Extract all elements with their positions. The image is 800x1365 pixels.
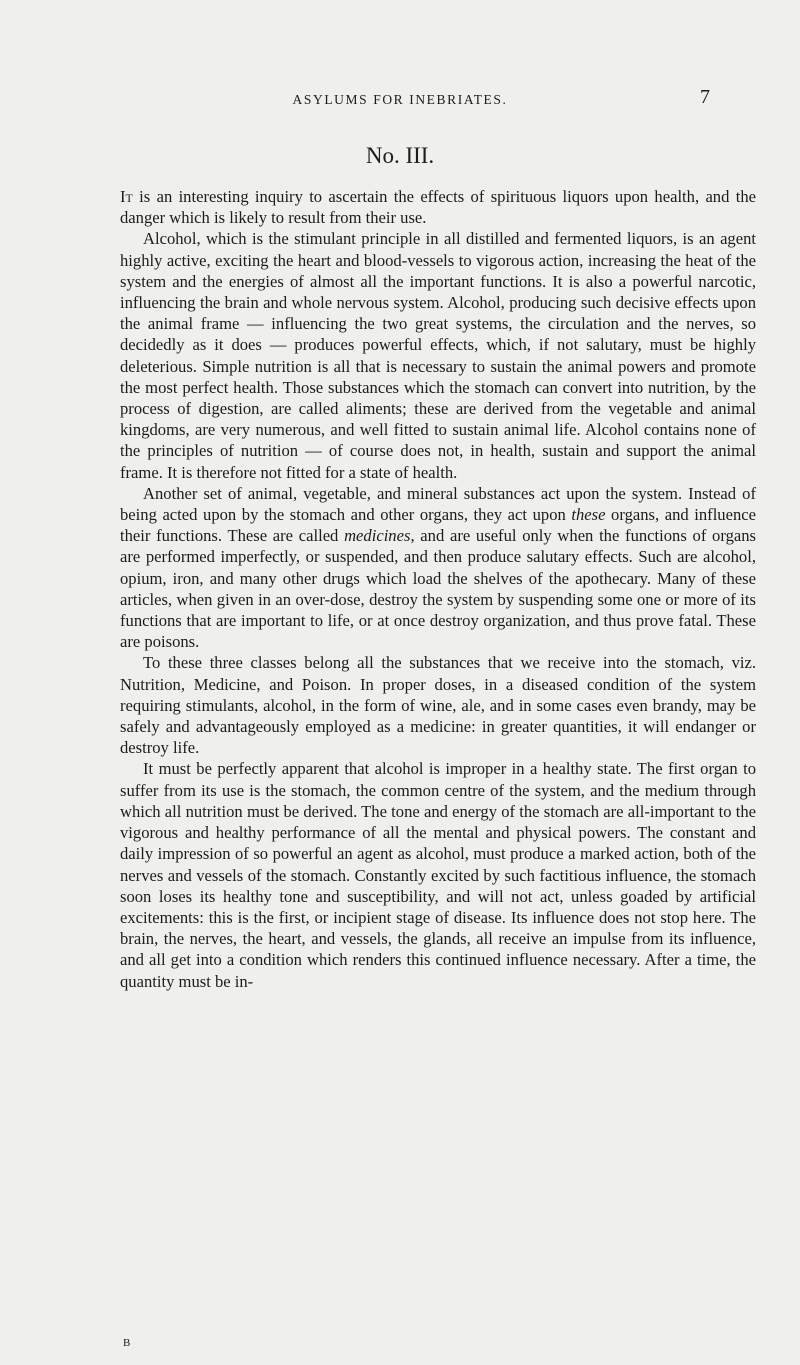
paragraph-1 (120, 186, 756, 228)
paragraph-5: It must be perfectly apparent that alcohol is improper in a healthy state. The first organ to suffer from its use is the stomach, the common centre of the system, and the medium through which all nutrition must be derived. The tone and energy of the stomach are all-important to the vigorous and healthy performance of all the mental and physical powers. The constant and daily impression of so powerful an agent as alcohol, must produce a marked action, both of the nerves and vessels of the stomach. Constantly excited by such factitious influence, the stomach soon loses its healthy tone and susceptibility, and will not act, unless goaded by artificial excitements: this is the first, or incipient stage of disease. Its influence does not stop here. The brain, the nerves, the heart, and vessels, the glands, all receive an impulse from its influence, and all get into a condition which renders this continued influence necessary. After a time, the quantity must be in- (120, 759, 756, 991)
paragraph-3-part-3: , and are useful only when the functions of organs are performed imperfectly, or suspended, and then produce salutary effects. Such are alcohol, opium, iron, and many other drugs which load the shelves of the apothecary. Many of these articles, when given in an over-dose, destroy the system by suspending some one or more of its functions that are important to life, or at once destroy organization, and thus prove fatal. These are poisons. (120, 526, 756, 652)
paragraph-4: To these three classes belong all the substances that we receive into the stomach, viz. Nutrition, Medicine, and Poison. In proper doses, in a diseased condition of the system requiring stimulants, alcohol, in the form of wine, ale, and in some cases even brandy, may be safely and advantageously employed as a medicine: in greater quantities, it will endanger or destroy life. (120, 653, 756, 758)
running-head: ASYLUMS FOR INEBRIATES. (292, 92, 508, 107)
paragraph-1-text: is an interesting inquiry to ascertain the effects of spirituous liquors upon health, and the danger which is likely to result from their use. (120, 187, 756, 228)
signature-mark: B (123, 1337, 131, 1349)
paragraph-3-part-2: organs, and influence their functions. These are called (120, 505, 756, 546)
emphasis-medicines: medicines (344, 526, 411, 546)
section-title: No. III. (365, 143, 435, 168)
paragraph-3 (120, 483, 756, 653)
page-number: 7 (700, 86, 710, 108)
emphasis-these: these (571, 505, 606, 525)
paragraph-2: Alcohol, which is the stimulant principle in all distilled and fermented liquors, is an agent highly active, exciting the heart and blood-vessels to vigorous action, increasing the heat of the system and the energies of almost all the important functions. It is also a powerful narcotic, influencing the brain and whole nervous system. Alcohol, producing such decisive effects upon the animal frame — influencing the two great systems, the circulation and the nerves, so decidedly as it does — produces powerful effects, which, if not salutary, must be highly deleterious. Simple nutrition is all that is necessary to sustain the animal powers and promote the most perfect health. Those substances which the stomach can convert into nutrition, by the process of digestion, are called aliments; these are derived from the vegetable and animal kingdoms, are very numerous, and well fitted to sustain animal life. Alcohol contains none of the principles of nutrition — of course does not, in health, sustain and support the animal frame. It is therefore not fitted for a state of health. (120, 229, 756, 482)
paragraph-3-part-1: Another set of animal, vegetable, and mineral substances act upon the system. Instead of being acted upon by the stomach and other organs, they act upon (120, 483, 756, 525)
body-text (120, 186, 756, 992)
drop-word: It (120, 187, 133, 206)
